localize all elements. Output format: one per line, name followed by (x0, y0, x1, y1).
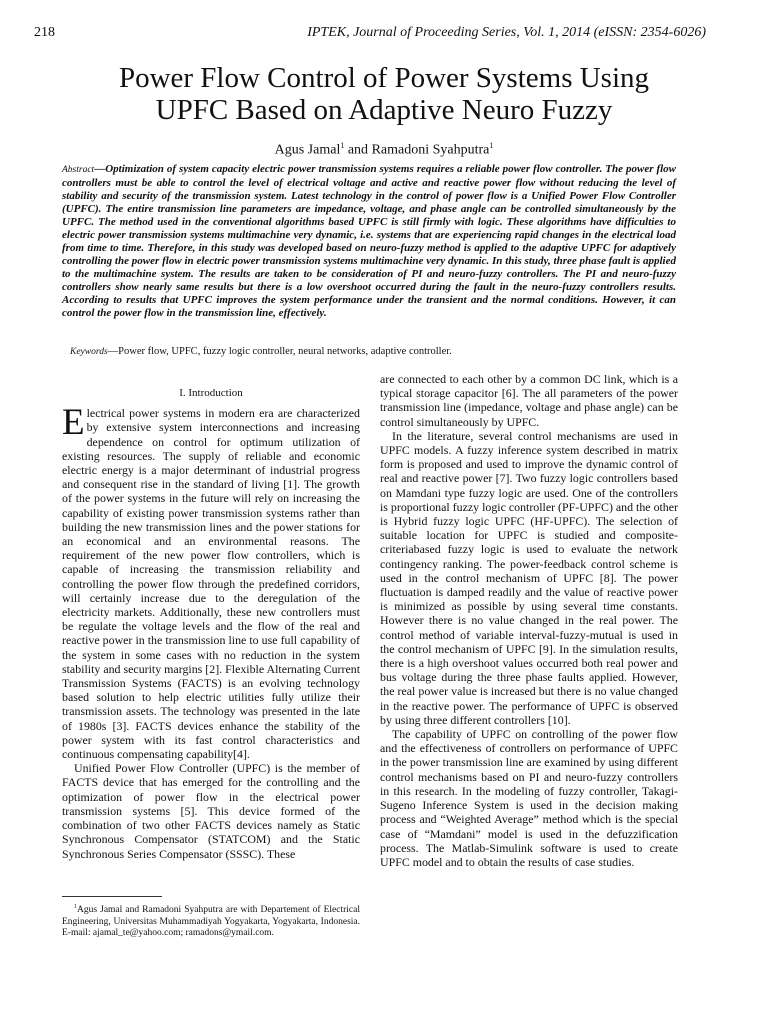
keywords (70, 346, 676, 357)
author-line (40, 141, 728, 159)
intro-paragraph-1 (62, 402, 360, 762)
keywords-label: Keywords (70, 347, 108, 357)
left-column (62, 372, 360, 861)
abstract (62, 163, 676, 320)
footnote (62, 902, 360, 940)
intro-paragraph-4: In the literature, several control mechanisms are used in UPFC models. A fuzzy inference system described in matrix form is proposed and used to improve the dynamic control of real and reactive power [7]. Two fuzzy logic controllers based on Mamdani type fuzzy logic are used. One of the controllers is proportional fuzzy logic controller (PF-UPFC) and the other is Hybrid fuzzy logic UPFC (HF-UPFC). The selection of suitable location for UPFC is studied and composite-criteriabased fuzzy logic is used to evaluate the network contingency ranking. The power-feedback control scheme is used in the control mechanism of UPFC [8]. The power fluctuation is damped readily and the value of reactive power is minimized as possible by using several time constants. However there is no value changed in the real power. The control method of variable interval-fuzzy-mutual is used in the control mechanism of UPFC [9]. In the simulation results, there is a high overshoot values occurred both real power and bus voltage during the three phase faults applied. However, the real power value is increased but there is no value changed in the reactive power. The performance of UPFC is observed by using three different controllers [10]. (380, 428, 678, 727)
keywords-text: —Power flow, UPFC, fuzzy logic controller, neural networks, adaptive controller. (107, 346, 452, 357)
footnote-text: Agus Jamal and Ramadoni Syahputra are with Departement of Electrical Engineering, Universitas Muhammadiyah Yogyakarta, Yogyakarta, Indonesia. E-mail: ajamal_te@yahoo.com; ramadons@ymail.com. (62, 905, 360, 939)
abstract-text: —Optimization of system capacity electric power transmission systems requires a reliable power flow controller. The power flow controllers must be able to control the level of electrical voltage and active and reactive power flow without reducing the level of stability and security of the transmission system. Latest technology in the control of power flow is a Unified Power Flow Controller (UPFC). The entire transmission line parameters are impedance, voltage, and phase angle can be controlled simultaneously by the UPFC. The method used in the conventional algorithms based UPFC is still firmly with logic. These algorithms have difficulties to electric power transmission systems multimachine very dynamic, i.e. systems that are experiencing rapid changes in the electrical load from time to time. Therefore, in this study was developed based on neuro-fuzzy method is applied to the adaptive UPFC for adaptively controlling the power flow in electric power transmission systems multimachine very dynamic. In this study, three phase fault is applied to the multimachine system. The results are taken to be consideration of PI and neuro-fuzzy controllers. The PI and neuro-fuzzy controllers show nearly same results but there is a low overshoot occurred during the fault in the neuro-fuzzy controllers results. According to results that UPFC improves the system performance under the transient and the normal conditions. However, it can control the power flow in the transmission line, effectively. (62, 163, 676, 319)
abstract-label: Abstract (62, 165, 95, 175)
page-number: 218 (34, 25, 55, 40)
footnote-mark: 1 (74, 904, 77, 910)
section-heading-introduction: I. Introduction (179, 387, 243, 399)
intro-paragraph-5: The capability of UPFC on controlling of the power flow and the effectiveness of controllers on performance of UPFC in the power transmission line are examined by using different control mechanisms based on PI and neuro-fuzzy controllers in this research. In the modeling of fuzzy controller, Takagi-Sugeno Inference System is used in the decision making process and “Weighted Average” method which is the special case of “Mamdani” model is used in the defuzzification process. The Matlab-Simulink software is used to create UPFC model and to obtain the results of case studies. (380, 727, 678, 869)
author-conjunction: and (344, 142, 372, 158)
running-header: IPTEK, Journal of Proceeding Series, Vol. 1, 2014 (eISSN: 2354-6026) (307, 25, 706, 40)
affiliation-mark-1: 1 (340, 141, 345, 150)
intro-paragraph-2: Unified Power Flow Controller (UPFC) is the member of FACTS device that has emerged for the controlling and the optimization of power flow in the electrical power transmission systems [5]. This device formed of the combination of two other FACTS devices namely as Static Synchronous Compensator (STATCOM) and the Static Synchronous Series Compensator (SSSC). These (62, 761, 360, 861)
title-line-1: Power Flow Control of Power Systems Using (118, 62, 650, 94)
drop-cap: E (62, 402, 85, 444)
footnote-rule (62, 896, 162, 897)
intro-paragraph-1-text: lectrical power systems in modern era are characterized by extensive system interconnections and increasing dependence on control for optimum utilization of existing resources. The supply of reliable and economic electric energy is a major determinant of industrial progress and consequent rise in the standard of living [1]. The growth of the power systems in the future will rely on increasing the capability of existing power transmission systems rather than building the new transmission lines and the power stations for an economical and an environmental reasons. The requirement of the new power flow controllers, which is capable of increasing the transmission reliability and controlling the power flow through the predefined corridors, will certainly increase due to the deregulation of the electricity markets. Additionally, these new controllers must be regulate the voltage levels and the flow of the real and reactive power in the transmission line to use full capability of the system in some cases with no reduction in the system stability and security margins [2]. Flexible Alternating Current Transmission Systems (FACTS) is an evolving technology based solution to help electric utilities fully utilize their transmission assets. The technology was presented in the late of 1980s [3]. FACTS devices enhance the stability of the power system with its fast control characteristics and continuous compensating capability[4]. (62, 406, 360, 762)
paper-title (40, 62, 728, 126)
footnote-body (62, 902, 360, 940)
author-1: Agus Jamal (274, 142, 341, 158)
author-2: Ramadoni Syahputra (371, 142, 490, 158)
intro-paragraph-3: are connected to each other by a common DC link, which is a typical storage capacitor [6]. The all parameters of the power transmission line (impedance, voltage and phase angle) can be control simultaneously by UPFC. (380, 372, 678, 429)
right-column (380, 372, 678, 869)
title-line-2: UPFC Based on Adaptive Neuro Fuzzy (155, 94, 613, 126)
affiliation-mark-2: 1 (489, 141, 494, 150)
